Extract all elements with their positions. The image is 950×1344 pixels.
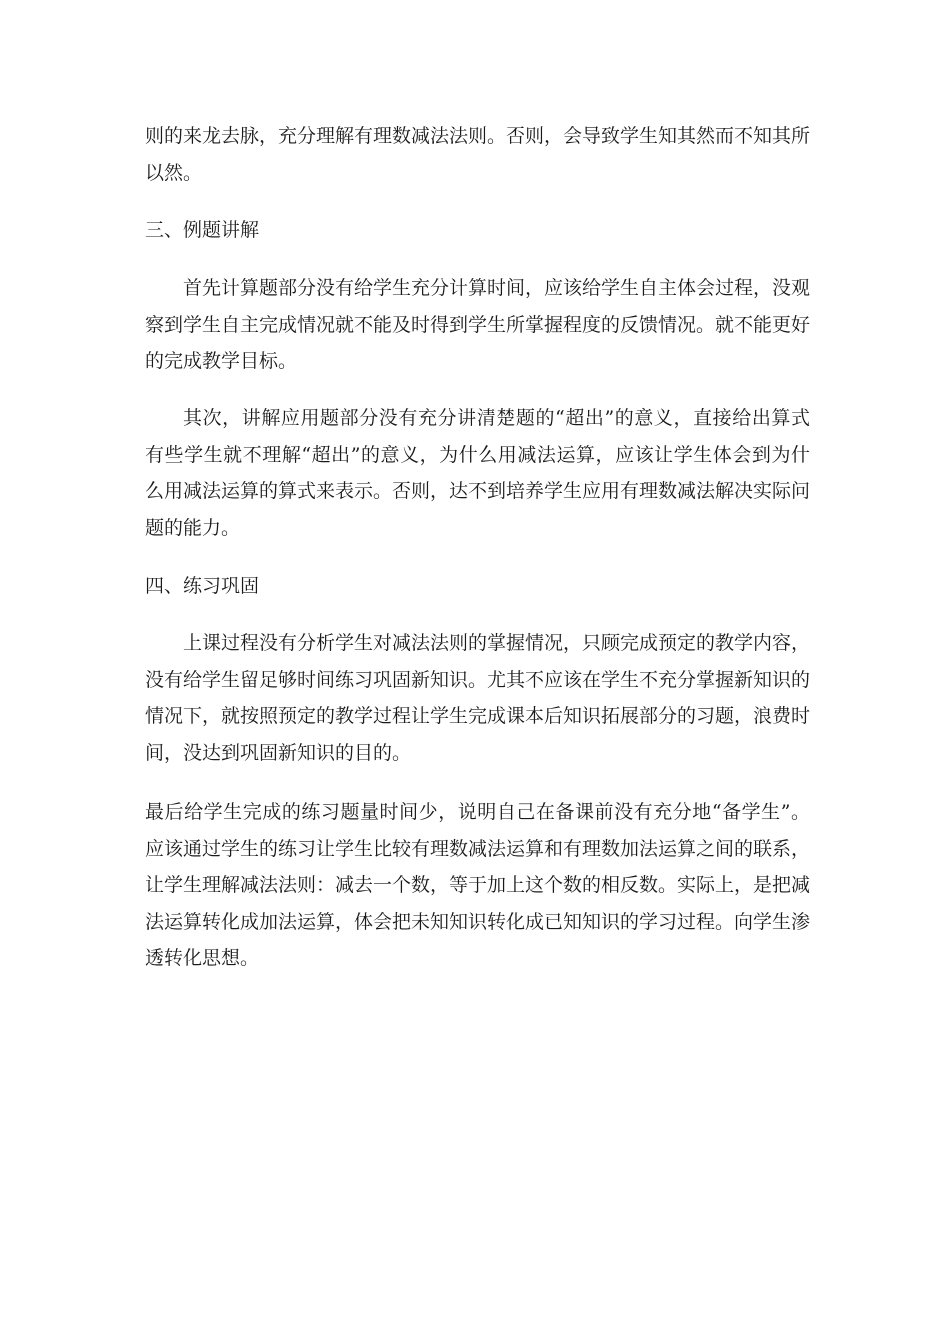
section-heading-practice: 四、练习巩固 — [145, 575, 260, 597]
paragraph-continuation: 则的来龙去脉，充分理解有理数减法法则。否则，会导致学生知其然而不知其所以然。 — [145, 125, 811, 184]
paragraph-calculation: 首先计算题部分没有给学生充分计算时间，应该给学生自主体会过程，没观察到学生自主完成情况就不能及时得到学生所掌握程度的反馈情况。就不能更好的完成教学目标。 — [145, 277, 811, 372]
paragraph-conclusion: 最后给学生完成的练习题量时间少，说明自己在备课前没有充分地“备学生”。应该通过学生的练习让学生比较有理数减法运算和有理数加法运算之间的联系，让学生理解减法法则：减去一个数，等于加上这个数的相反数。实际上，是把减法运算转化成加法运算，体会把未知知识转化成已知知识的学习过程。向学生渗透转化思想。 — [145, 801, 811, 969]
section-heading-examples: 三、例题讲解 — [145, 219, 260, 241]
paragraph-practice: 上课过程没有分析学生对减法法则的掌握情况，只顾完成预定的教学内容，没有给学生留足够时间练习巩固新知识。尤其不应该在学生不充分掌握新知识的情况下，就按照预定的教学过程让学生完成课本后知识拓展部分的习题，浪费时间，没达到巩固新知识的目的。 — [145, 632, 811, 764]
paragraph-application: 其次，讲解应用题部分没有充分讲清楚题的“超出”的意义，直接给出算式有些学生就不理解“超出”的意义，为什么用减法运算，应该让学生体会到为什么用减法运算的算式来表示。否则，达不到培养学生应用有理数减法解决实际问题的能力。 — [145, 407, 811, 539]
